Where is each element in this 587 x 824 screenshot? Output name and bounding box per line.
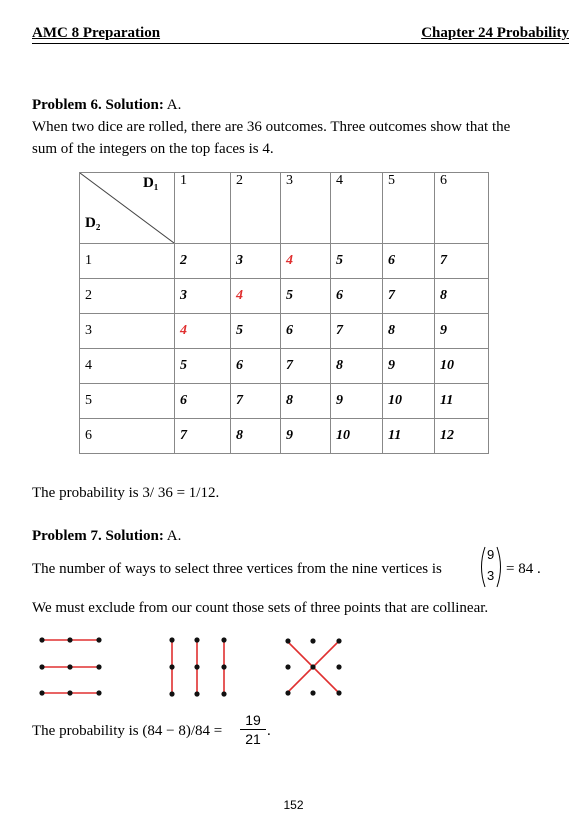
header-book-title: AMC 8 Preparation	[32, 25, 161, 41]
corner-label-d2: D₂	[85, 215, 101, 231]
row-header: 2	[80, 279, 175, 314]
row-header: 1	[80, 244, 175, 279]
binomial-result: = 84 .	[506, 561, 541, 577]
column-header: 3	[281, 173, 331, 244]
problem7-probability: The probability is (84 − 8)/84 =	[32, 723, 223, 739]
sum-cell: 8	[331, 349, 383, 384]
problem7-text-line1: The number of ways to select three vertices from the nine vertices is	[32, 561, 442, 577]
sum-cell: 3	[175, 279, 231, 314]
sum-cell: 8	[435, 279, 489, 314]
sum-cell: 4	[281, 244, 331, 279]
sum-cell: 5	[331, 244, 383, 279]
header-chapter-title: Chapter 24 Probability	[421, 25, 569, 41]
sum-cell: 7	[383, 279, 435, 314]
sum-cell: 8	[383, 314, 435, 349]
page-number: 152	[283, 798, 304, 812]
sum-cell: 7	[175, 419, 231, 454]
problem6-probability: The probability is 3/ 36 = 1/12.	[32, 485, 220, 501]
sum-cell: 7	[331, 314, 383, 349]
binomial-k: 3	[487, 568, 495, 583]
probability-fraction	[240, 712, 266, 747]
sum-cell: 7	[435, 244, 489, 279]
sum-cell: 9	[281, 419, 331, 454]
fraction-denominator: 21	[245, 731, 261, 747]
sum-cell: 12	[435, 419, 489, 454]
problem6-text-line1: When two dice are rolled, there are 36 outcomes. Three outcomes show that the	[32, 119, 511, 135]
sum-cell: 10	[435, 349, 489, 384]
problem6-answer: A.	[166, 97, 182, 113]
column-header: 1	[175, 173, 231, 244]
vertical-lines-figure	[169, 637, 226, 696]
sum-cell: 6	[231, 349, 281, 384]
column-header: 4	[331, 173, 383, 244]
binomial-n: 9	[487, 547, 495, 562]
corner-label-d1: D₁	[143, 175, 159, 191]
sum-cell: 8	[281, 384, 331, 419]
problem7-answer: A.	[166, 528, 182, 544]
sum-cell: 9	[331, 384, 383, 419]
sum-cell: 5	[231, 314, 281, 349]
sum-cell: 2	[175, 244, 231, 279]
sum-cell: 11	[435, 384, 489, 419]
sum-cell: 9	[435, 314, 489, 349]
sum-cell: 7	[281, 349, 331, 384]
sum-cell: 6	[331, 279, 383, 314]
sum-cell: 9	[383, 349, 435, 384]
sum-cell: 10	[331, 419, 383, 454]
problem6-heading: Problem 6. Solution:	[32, 97, 164, 113]
row-header: 5	[80, 384, 175, 419]
sum-cell: 5	[281, 279, 331, 314]
sum-cell: 4	[175, 314, 231, 349]
horizontal-lines-figure	[39, 637, 101, 695]
sum-cell: 7	[231, 384, 281, 419]
row-header: 3	[80, 314, 175, 349]
grid-dots	[169, 637, 226, 696]
column-header: 2	[231, 173, 281, 244]
sum-cell: 5	[175, 349, 231, 384]
sum-cell: 6	[383, 244, 435, 279]
sum-cell: 4	[231, 279, 281, 314]
row-header: 4	[80, 349, 175, 384]
sum-cell: 6	[175, 384, 231, 419]
row-header: 6	[80, 419, 175, 454]
problem6-text-line2: sum of the integers on the top faces is 4.	[32, 141, 274, 157]
sum-cell: 8	[231, 419, 281, 454]
column-header: 5	[383, 173, 435, 244]
diagonal-lines-figure	[285, 638, 341, 695]
column-header: 6	[435, 173, 489, 244]
sum-cell: 6	[281, 314, 331, 349]
problem7-heading: Problem 7. Solution:	[32, 528, 164, 544]
fraction-numerator: 19	[240, 712, 266, 730]
sum-cell: 10	[383, 384, 435, 419]
fraction-period: .	[267, 723, 271, 739]
sum-cell: 3	[231, 244, 281, 279]
problem7-text-line2: We must exclude from our count those sets of three points that are collinear.	[32, 600, 489, 616]
sum-cell: 11	[383, 419, 435, 454]
